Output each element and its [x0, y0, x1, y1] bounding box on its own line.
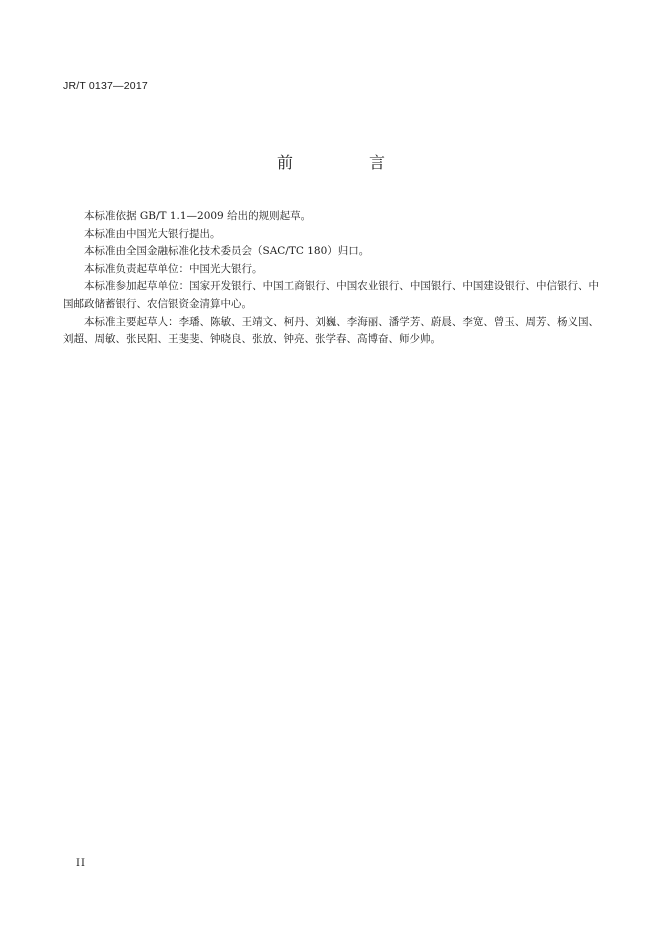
- paragraph-participating-units: 本标准参加起草单位：国家开发银行、中国工商银行、中国农业银行、中国银行、中国建设银行、中信银行、中国邮政储蓄银行、农信银资金清算中心。: [63, 280, 599, 310]
- paragraph-main-drafters: 本标准主要起草人：李璠、陈敏、王靖文、柯丹、刘巍、李海丽、潘学芳、蔚晨、李宽、曾玉、周芳、杨义国、刘超、周敏、张民阳、王斐斐、钟晓良、张放、钟亮、张学春、高博奋、师少帅。: [63, 315, 599, 346]
- paragraph-drafting-rules: 本标准依据 GB/T 1.1—2009 给出的规则起草。: [84, 210, 312, 222]
- page-number: II: [76, 858, 86, 869]
- document-code: JR/T 0137—2017: [63, 80, 148, 92]
- paragraph-technical-committee: 本标准由全国金融标准化技术委员会（SAC/TC 180）归口。: [84, 245, 370, 258]
- paragraph-responsible-unit: 本标准负责起草单位：中国光大银行。: [84, 262, 263, 275]
- foreword-body: [63, 208, 599, 349]
- page-title: 前 言: [276, 153, 415, 172]
- paragraph-proposer: 本标准由中国光大银行提出。: [84, 227, 221, 240]
